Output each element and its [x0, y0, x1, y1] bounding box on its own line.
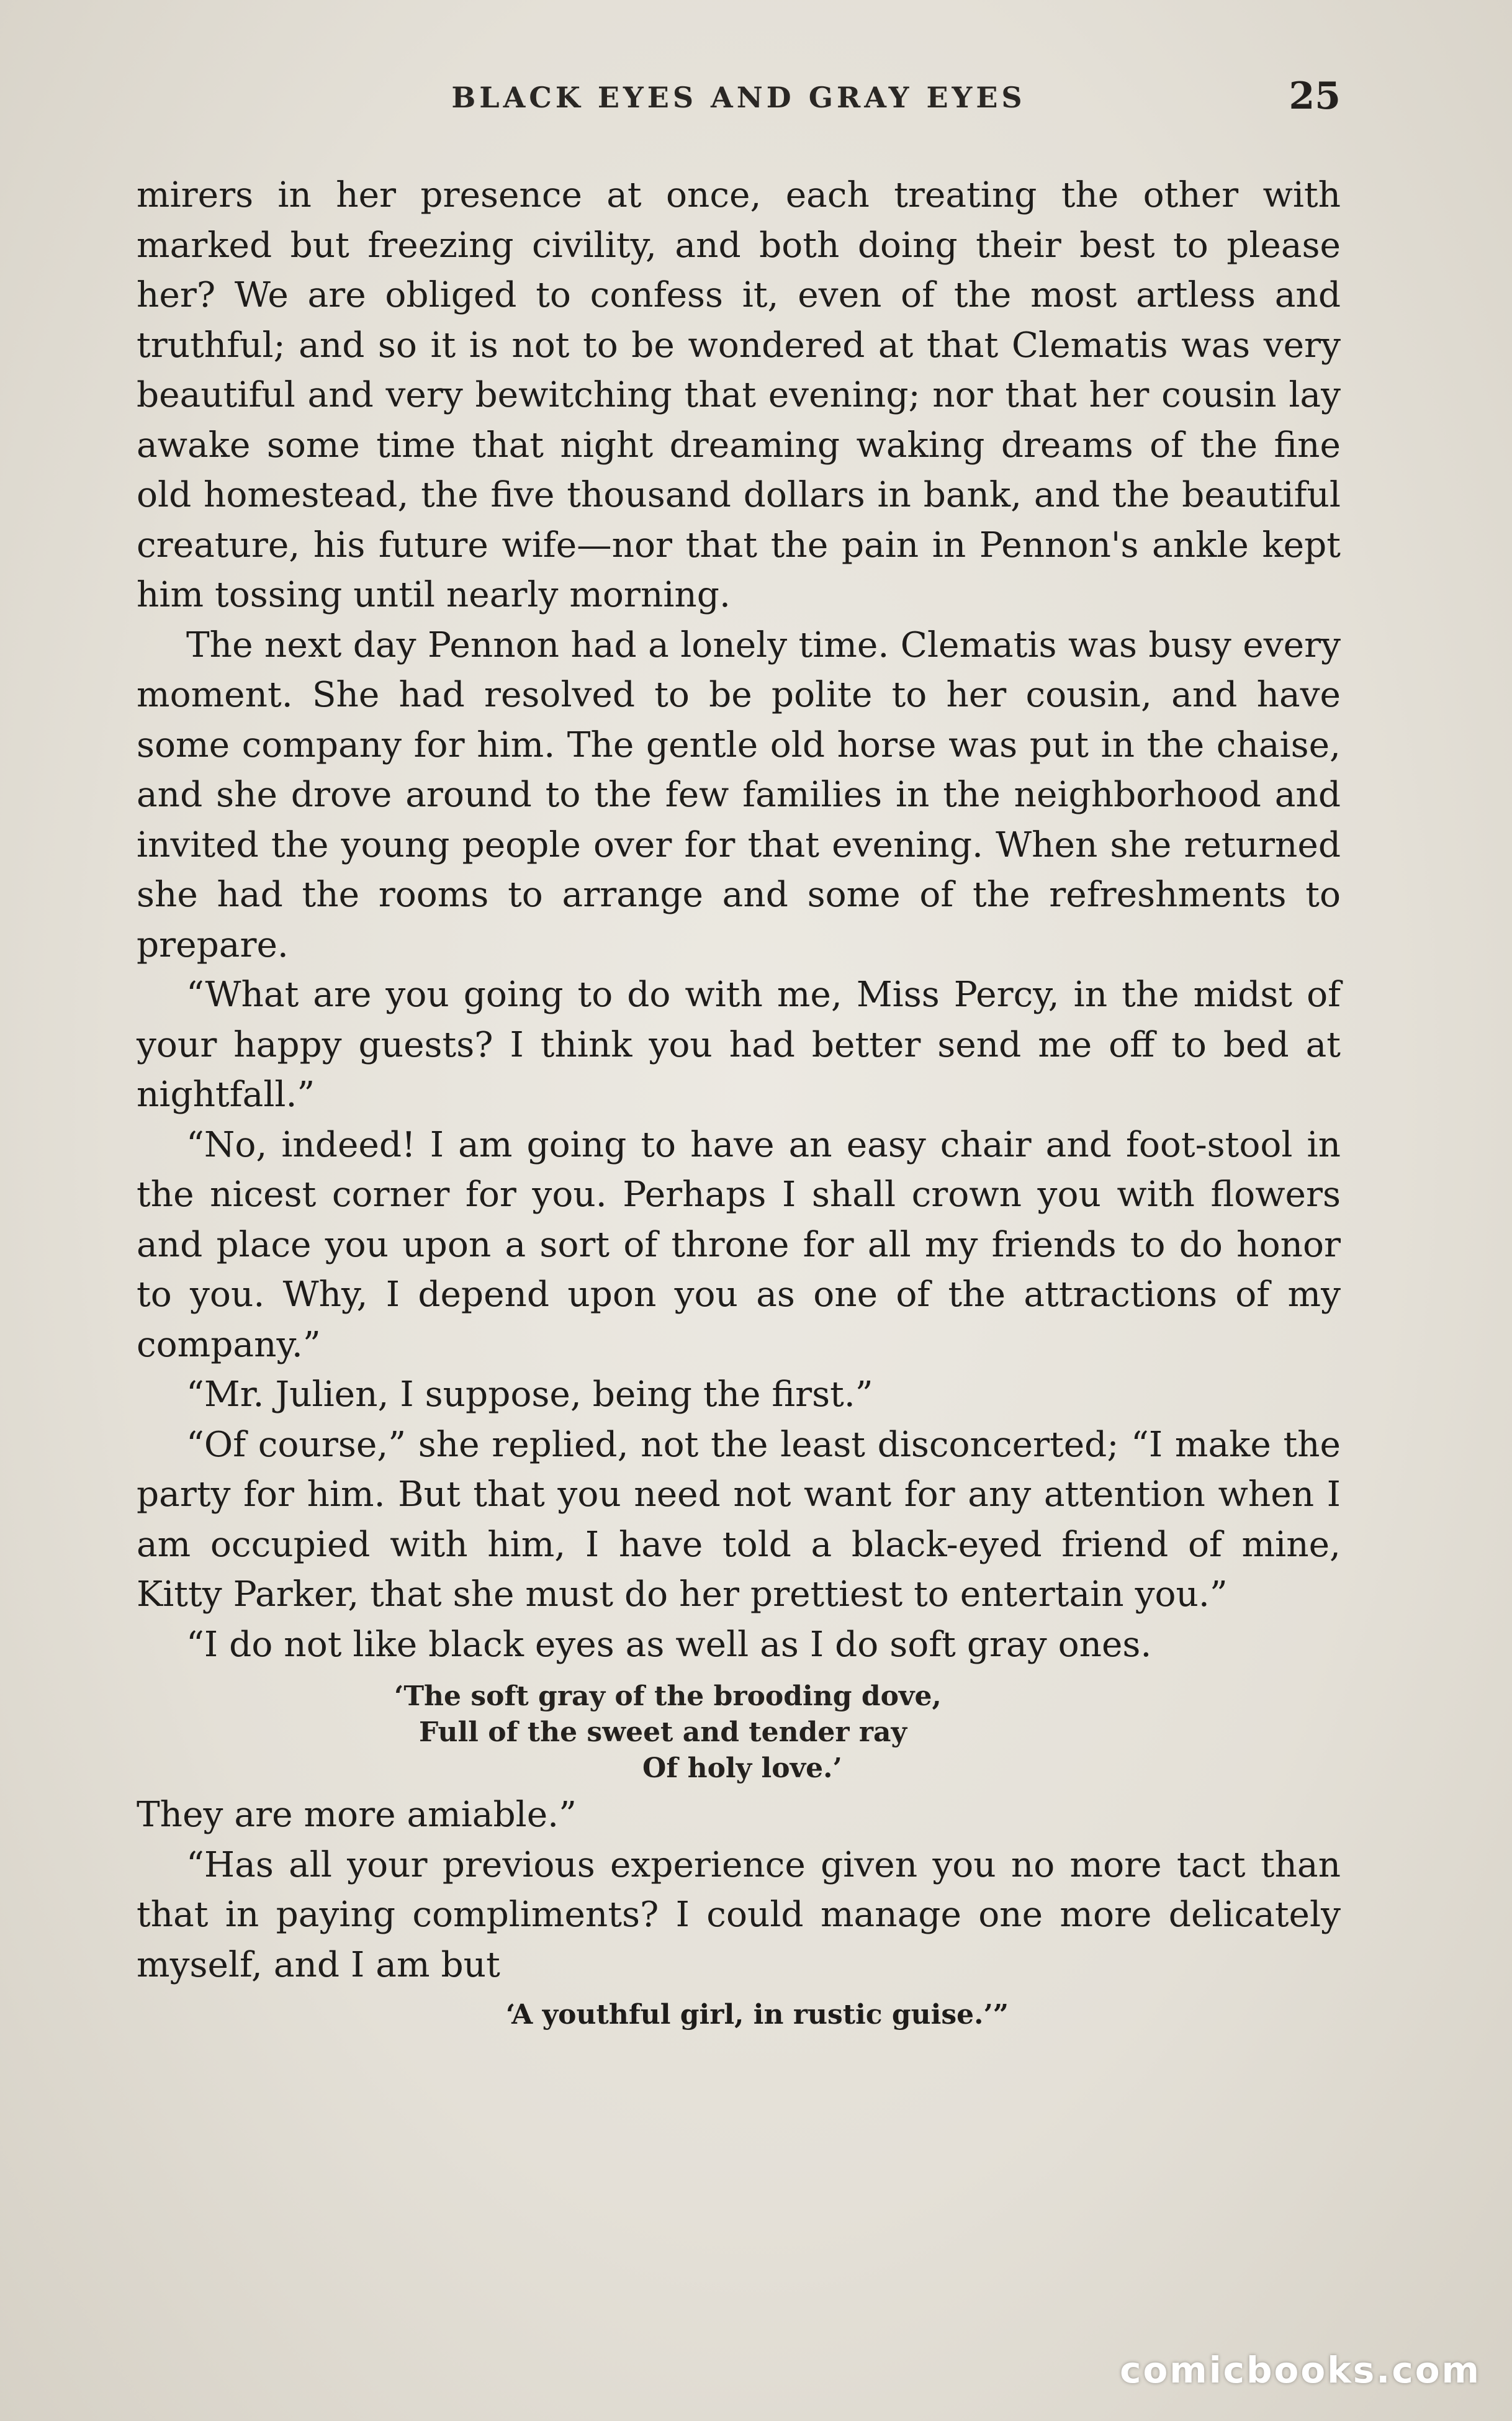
verse-line-1: ‘The soft gray of the brooding dove, — [394, 1680, 942, 1712]
page-number: 25 — [1289, 74, 1341, 118]
watermark: comicbooks.com — [1120, 2349, 1481, 2391]
paragraph-1: mirers in her presence at once, each treating the other with marked but freezing civility, and both doing their best to please her? We are obliged to confess it, even of the most artless and truthful; and so it is not to be wondered at that Clematis was very beautiful and very bewitching that evening; nor that her cousin lay awake some time that night dreaming waking dreams of the fine old homestead, the five thousand dollars in bank, and the beautiful creature, his future wife—nor that the pain in Pennon's ankle kept him tossing until nearly morning. — [137, 175, 1341, 615]
verse-line-2: Full of the sweet and tender ray — [419, 1716, 907, 1748]
paragraph-8: “Has all your previous experience given you no more tact than that in paying compliments? I could manage one more delicately myself, and I am but — [137, 1844, 1341, 1985]
verse-line-3: Of holy love.’ — [642, 1752, 842, 1784]
closing-verse: ‘A youthful girl, in rustic guise.’” — [505, 1999, 1009, 2031]
paragraph-5: “Mr. Julien, I suppose, being the first.” — [186, 1374, 873, 1415]
verse-quotation — [137, 1670, 1341, 1790]
paragraph-6: “Of course,” she replied, not the least disconcerted; “I make the party for him. But that you need not want for any attention when I am occupied with him, I have told a black-eyed friend of mine, Kitty Parker, that she must do her prettiest to entertain you.” — [137, 1424, 1341, 1615]
paragraph-7: “I do not like black eyes as well as I do soft gray ones. — [186, 1624, 1152, 1665]
body-text — [137, 171, 1341, 2040]
running-title: BLACK EYES AND GRAY EYES — [451, 81, 1026, 114]
paragraph-3: “What are you going to do with me, Miss Percy, in the midst of your happy guests? I think you had better send me off to bed at nightfall.” — [137, 975, 1341, 1115]
page-header — [137, 74, 1341, 130]
paragraph-4: “No, indeed! I am going to have an easy chair and foot-stool in the nicest corner for you. Perhaps I shall crown you with flowers and place you upon a sort of throne for all my friends to do honor to you. Why, I depend upon you as one of the attractions of my company.” — [137, 1124, 1341, 1365]
after-verse-line: They are more amiable.” — [137, 1795, 577, 1835]
paragraph-2: The next day Pennon had a lonely time. Clematis was busy every moment. She had resolved to be polite to her cousin, and have some company for him. The gentle old horse was put in the chaise, and she drove around to the few families in the neighborhood and invited the young people over for that evening. When she returned she had the rooms to arrange and some of the refreshments to prepare. — [137, 624, 1341, 965]
